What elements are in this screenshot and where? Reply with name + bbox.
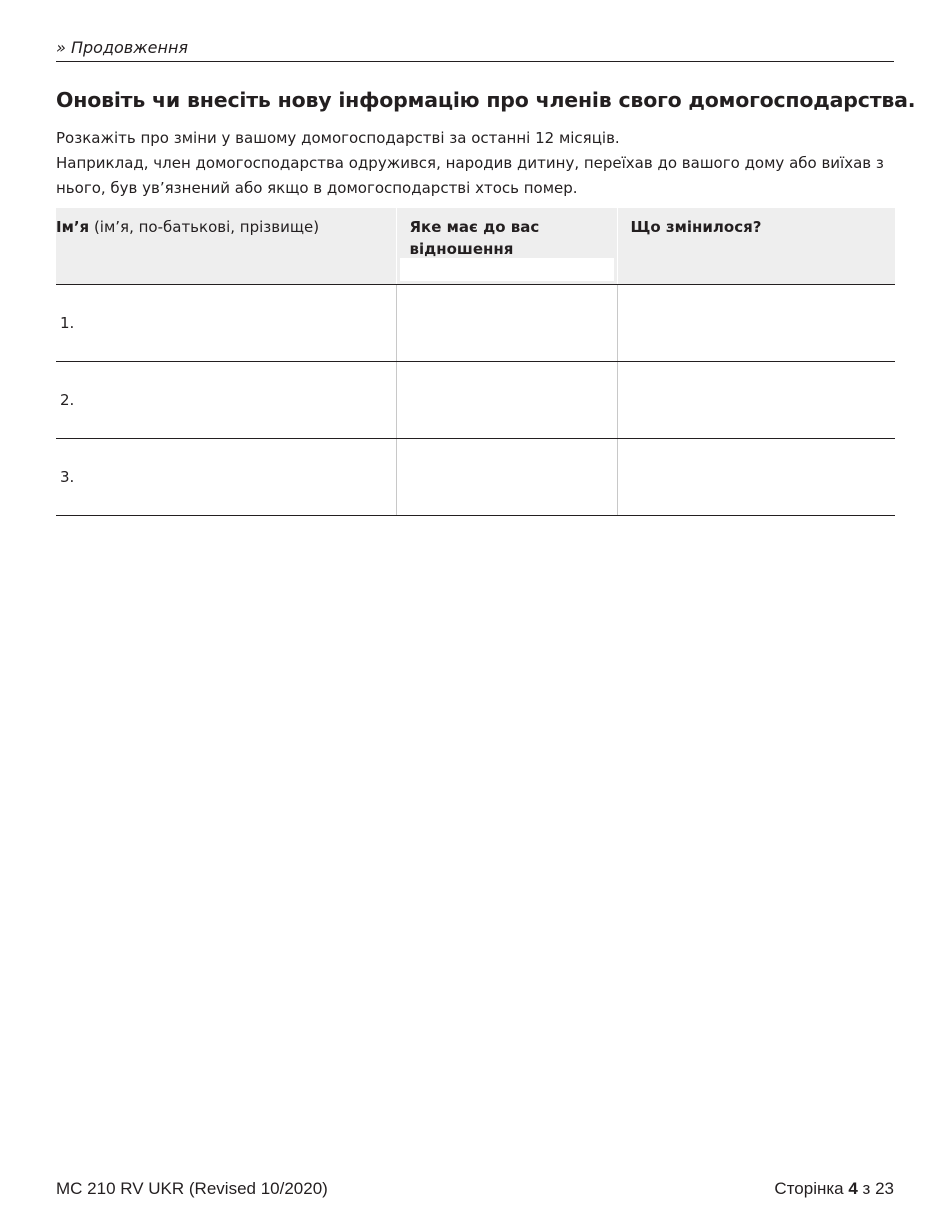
row-relationship-field[interactable]	[396, 285, 617, 362]
table-row	[56, 285, 895, 362]
form-id: MC 210 RV UKR (Revised 10/2020)	[56, 1179, 328, 1198]
row-name-field[interactable]	[56, 362, 396, 439]
row-relationship-field[interactable]	[396, 439, 617, 516]
row-name-field[interactable]	[56, 285, 396, 362]
column-header-relationship: Яке має до вас відношення	[396, 208, 617, 285]
continued-label: » Продовження	[56, 38, 894, 62]
intro-line-2: Наприклад, член домогосподарства одружився, народив дитину, переїхав до вашого дому або виїхав з нього, був ув’язнений або якщо в домогосподарстві хтось помер.	[56, 154, 884, 197]
header-white-field	[400, 258, 614, 281]
row-number: 1.	[60, 314, 75, 332]
section-intro	[56, 126, 896, 201]
intro-line-1: Розкажіть про зміни у вашому домогосподарстві за останні 12 місяців.	[56, 129, 620, 147]
row-change-field[interactable]	[617, 362, 895, 439]
row-change-field[interactable]	[617, 439, 895, 516]
page-number: Сторінка 4 з 23	[774, 1179, 894, 1198]
table-row	[56, 439, 895, 516]
table-header-row	[56, 208, 895, 285]
row-name-field[interactable]	[56, 439, 396, 516]
row-number: 2.	[60, 391, 75, 409]
row-change-field[interactable]	[617, 285, 895, 362]
row-relationship-field[interactable]	[396, 362, 617, 439]
column-header-name: Ім’я (ім’я, по-батькові, прізвище)	[56, 208, 396, 285]
row-number: 3.	[60, 468, 75, 486]
section-title: Оновіть чи внесіть нову інформацію про членів свого домогосподарства.	[56, 88, 916, 112]
column-header-change: Що змінилося?	[617, 208, 895, 285]
table-row	[56, 362, 895, 439]
household-members-table	[56, 208, 895, 516]
